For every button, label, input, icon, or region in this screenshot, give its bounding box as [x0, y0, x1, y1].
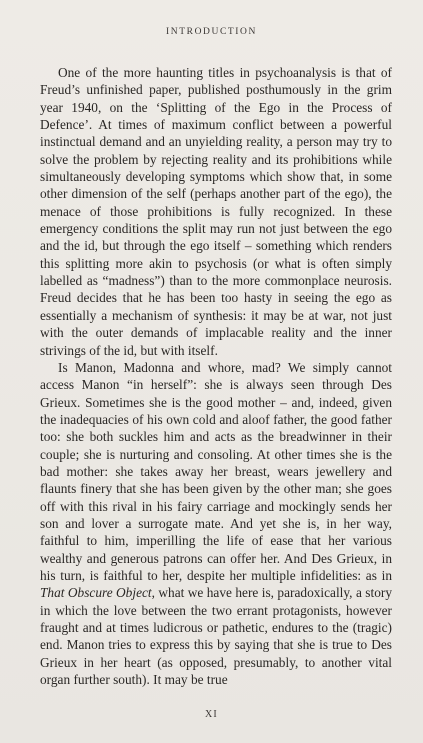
paragraph-2-text-start: Is Manon, Madonna and whore, mad? We simply cannot access Manon “in herself”: she is always seen through Des Grieux. Sometimes she is the good mother – and, indeed, given the inadequacies of his own cold and aloof father, the good father too: she both suckles him and acts as the breadwinner in their couple; she is nurturing and consoling. At other times she is the bad mother: she takes away her breast, wears jewellery and flaunts finery that she has been given by the other man; she goes off with this rival in his fairy carriage and mockingly sends her son and lover a surrogate mate. And yet she is, in her way, faithful to him, imperilling the life of ease that her various wealthy and generous patrons can offer her. And Des Grieux, in his turn, is faithful to her, despite her multiple infidelities: as in	[40, 359, 392, 583]
running-head: INTRODUCTION	[166, 27, 257, 37]
film-title-italic: That Obscure Object	[40, 585, 152, 601]
paragraph-2-text-end: , what we have here is, paradoxically, a story in which the love between the two errant protagonists, however fraught and at times ludicrous or pathetic, endures to the (tragic) end. Manon tries to express this by saying that she is true to Des Grieux in her heart (as opposed, presumably, to another vital organ further south). It may be true	[40, 585, 392, 688]
paragraph-1: One of the more haunting titles in psychoanalysis is that of Freud’s unfinished paper, published posthumously in the grim year 1940, on the ‘Splitting of the Ego in the Process of Defence’. At times of maximum conflict between a powerful instinctual demand and an unyielding reality, a person may try to solve the problem by rejecting reality and its prohibitions while simultaneously developing symptoms which show that, in some other dimension of the self (perhaps another part of the ego), the menace of those prohibitions is fully recognized. In these emergency conditions the split may run not just between the ego and the id, but through the ego itself – something which renders this splitting more akin to psychosis (or what is often simply labelled as “madness”) than to the more commonplace neurosis. Freud decides that he has been too hasty in seeing the ego as essentially a mechanism of synthesis: it may be at war, not just with the outer demands of implacable reality and the inner strivings of the id, but with itself.	[40, 65, 392, 358]
page-number: XI	[205, 709, 218, 720]
body-text	[40, 64, 392, 688]
paragraph-2	[40, 359, 392, 689]
